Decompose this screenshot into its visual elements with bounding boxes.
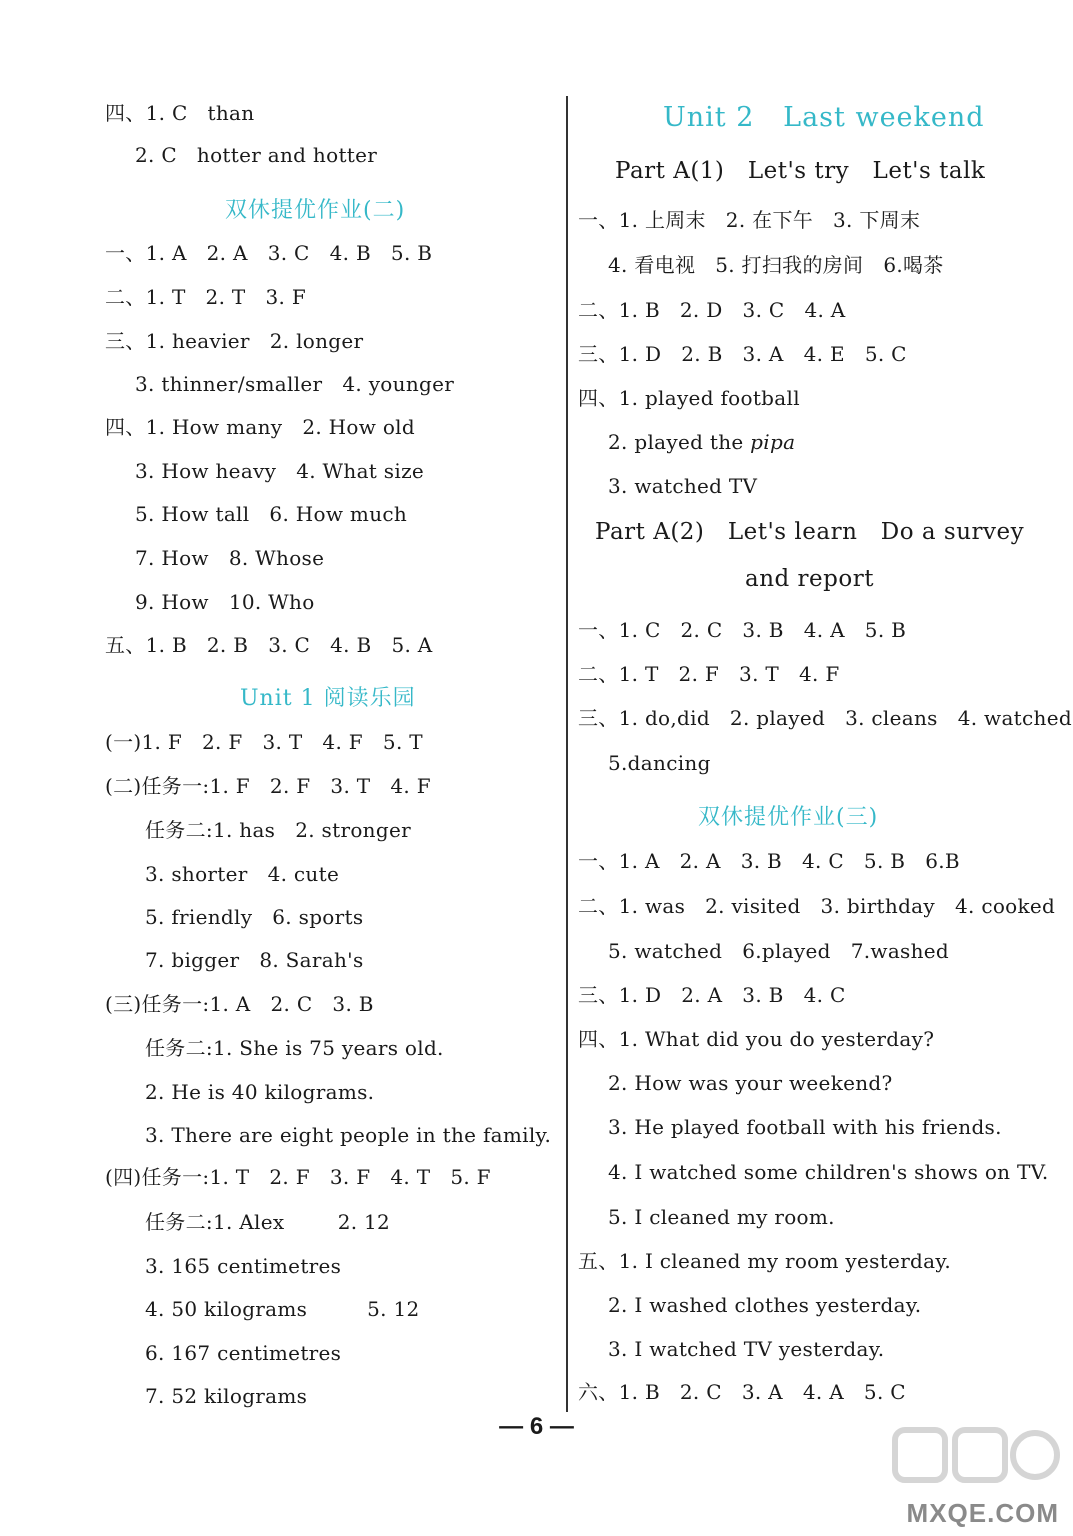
column-divider bbox=[566, 96, 568, 1412]
answer-line: 任务二:1. has 2. stronger bbox=[145, 818, 411, 842]
answer-line: 2. How was your weekend? bbox=[608, 1071, 893, 1095]
watermark-text: MXQE.COM bbox=[906, 1498, 1059, 1528]
part-heading: and report bbox=[745, 566, 874, 592]
answer-line: 4. I watched some children's shows on TV. bbox=[608, 1160, 1049, 1184]
answer-line: 五、1. I cleaned my room yesterday. bbox=[578, 1249, 951, 1273]
answer-line: 7. bigger 8. Sarah's bbox=[145, 948, 364, 972]
answer-line: 一、1. A 2. A 3. C 4. B 5. B bbox=[105, 241, 433, 265]
answer-line: 六、1. B 2. C 3. A 4. A 5. C bbox=[578, 1380, 906, 1404]
answer-line: 2. He is 40 kilograms. bbox=[145, 1080, 375, 1104]
answer-line: (四)任务一:1. T 2. F 3. F 4. T 5. F bbox=[105, 1165, 491, 1189]
section-heading: 双休提优作业(三) bbox=[698, 805, 879, 830]
answer-line: 3. watched TV bbox=[608, 474, 758, 498]
answer-line: 3. 165 centimetres bbox=[145, 1254, 342, 1278]
answer-line: 五、1. B 2. B 3. C 4. B 5. A bbox=[105, 633, 433, 657]
answer-line: 二、1. was 2. visited 3. birthday 4. cooked bbox=[578, 894, 1056, 918]
page-number: — 6 — bbox=[499, 1413, 574, 1440]
answer-line: (三)任务一:1. A 2. C 3. B bbox=[105, 992, 374, 1016]
answer-line: 三、1. heavier 2. longer bbox=[105, 329, 364, 353]
answer-line: 四、1. played football bbox=[578, 386, 800, 410]
answer-line: (一)1. F 2. F 3. T 4. F 5. T bbox=[105, 730, 423, 754]
answer-line: 5. I cleaned my room. bbox=[608, 1205, 835, 1229]
answer-line: 三、1. D 2. A 3. B 4. C bbox=[578, 983, 846, 1007]
answer-line: 一、1. A 2. A 3. B 4. C 5. B 6.B bbox=[578, 849, 960, 873]
answer-line: 6. 167 centimetres bbox=[145, 1341, 342, 1365]
answer-line: 2. C hotter and hotter bbox=[135, 143, 378, 167]
answer-line: 5. friendly 6. sports bbox=[145, 905, 364, 929]
answer-line: 二、1. T 2. F 3. T 4. F bbox=[578, 662, 840, 686]
answer-line: 3. I watched TV yesterday. bbox=[608, 1337, 885, 1361]
answer-line: 任务二:1. She is 75 years old. bbox=[145, 1036, 444, 1060]
answer-line: 二、1. B 2. D 3. C 4. A bbox=[578, 298, 846, 322]
answer-line: 一、1. C 2. C 3. B 4. A 5. B bbox=[578, 618, 907, 642]
answer-line: 7. How 8. Whose bbox=[135, 546, 325, 570]
answer-line: 3. He played football with his friends. bbox=[608, 1115, 1002, 1139]
answer-line: 7. 52 kilograms bbox=[145, 1384, 308, 1408]
answer-line: 9. How 10. Who bbox=[135, 590, 315, 614]
answer-line: 2. I washed clothes yesterday. bbox=[608, 1293, 922, 1317]
answer-line: 三、1. do,did 2. played 3. cleans 4. watched bbox=[578, 706, 1072, 730]
answer-line: 一、1. 上周末 2. 在下午 3. 下周末 bbox=[578, 208, 921, 232]
answer-line: 2. played the pipa bbox=[608, 430, 796, 454]
part-heading: Part A(1) Let's try Let's talk bbox=[615, 158, 986, 184]
answer-line: 3. There are eight people in the family. bbox=[145, 1123, 552, 1147]
answer-line: 任务二:1. Alex 2. 12 bbox=[145, 1210, 391, 1234]
answer-line: 三、1. D 2. B 3. A 4. E 5. C bbox=[578, 342, 907, 366]
answer-line: 四、1. C than bbox=[105, 101, 255, 125]
section-heading: Unit 1 阅读乐园 bbox=[240, 686, 416, 711]
answer-line: 3. thinner/smaller 4. younger bbox=[135, 372, 455, 396]
unit-title: Unit 2 Last weekend bbox=[663, 102, 985, 133]
answer-line: 四、1. What did you do yesterday? bbox=[578, 1027, 935, 1051]
answer-line: (二)任务一:1. F 2. F 3. T 4. F bbox=[105, 774, 431, 798]
answer-line: 二、1. T 2. T 3. F bbox=[105, 285, 307, 309]
answer-line: 4. 50 kilograms 5. 12 bbox=[145, 1297, 420, 1321]
answer-line: 4. 看电视 5. 打扫我的房间 6.喝茶 bbox=[608, 253, 944, 277]
answer-line: 5. How tall 6. How much bbox=[135, 502, 408, 526]
answer-line: 四、1. How many 2. How old bbox=[105, 415, 415, 439]
answer-line: 3. shorter 4. cute bbox=[145, 862, 340, 886]
part-heading: Part A(2) Let's learn Do a survey bbox=[595, 519, 1025, 545]
answer-line: 5.dancing bbox=[608, 751, 711, 775]
section-heading: 双休提优作业(二) bbox=[225, 198, 406, 223]
answer-line: 3. How heavy 4. What size bbox=[135, 459, 425, 483]
answer-line: 5. watched 6.played 7.washed bbox=[608, 939, 950, 963]
